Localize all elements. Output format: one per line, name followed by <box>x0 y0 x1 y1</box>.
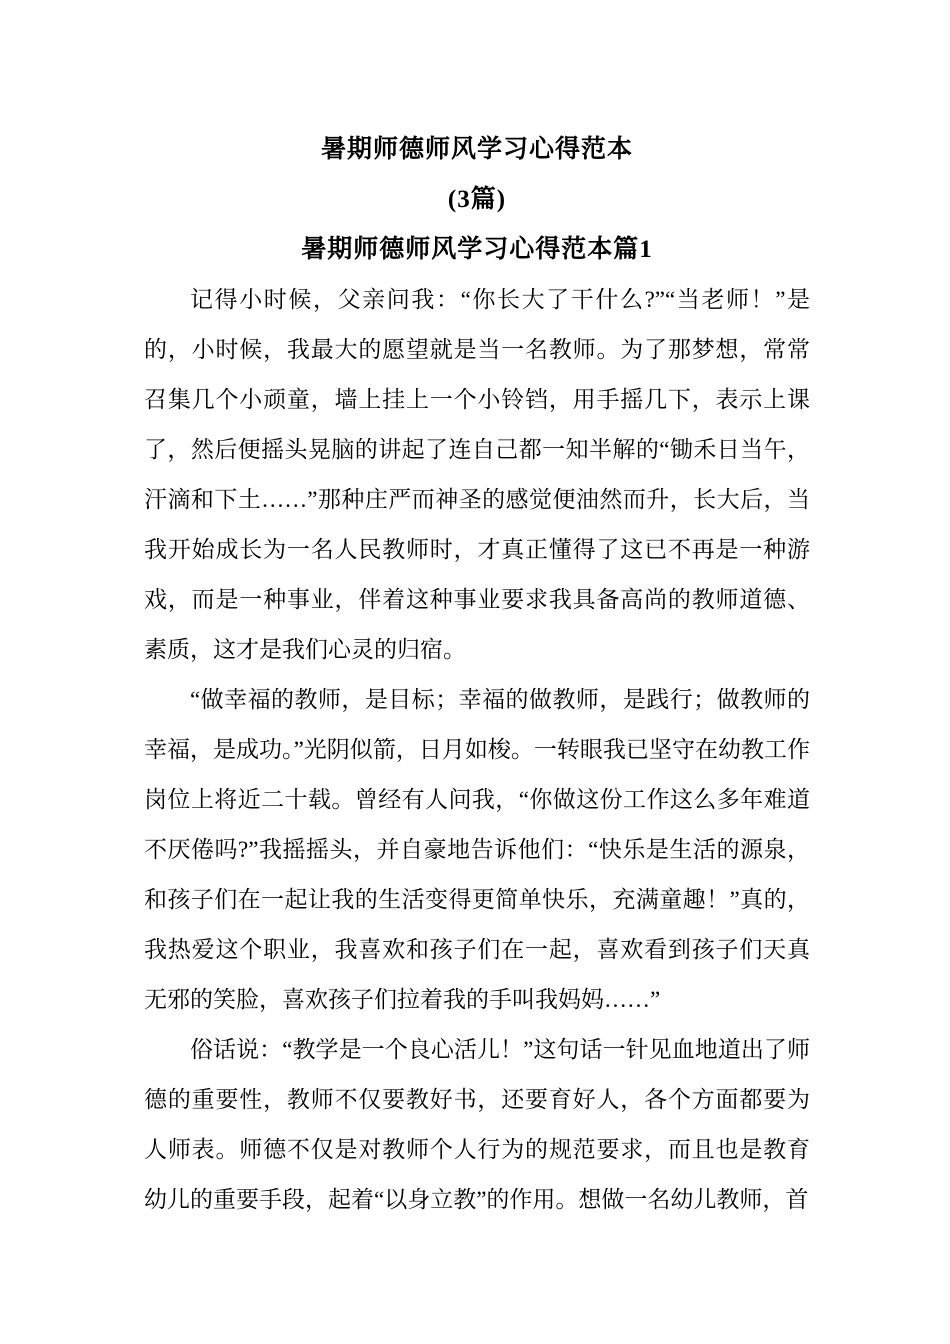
paragraph: 记得小时候，父亲问我：“你长大了干什么?”“当老师！”是的，小时候，我最大的愿望就是当一名教师。为了那梦想，常常召集几个小顽童，墙上挂上一个小铃铛，用手摇几下，表示上课了，然后便摇头晃脑的讲起了连自己都一知半解的“锄禾日当午，汗滴和下土……”那种庄严而神圣的感觉便油然而升，长大后，当我开始成长为一名人民教师时，才真正懂得了这已不再是一种游戏，而是一种事业，伴着这种事业要求我具备高尚的教师道德、素质，这才是我们心灵的归宿。 <box>144 287 810 662</box>
document-subtitle: (3篇) <box>447 186 507 213</box>
paragraph: “做幸福的教师，是目标；幸福的做教师，是践行；做教师的幸福，是成功。”光阴似箭，日月如梭。一转眼我已坚守在幼教工作岗位上将近二十载。曾经有人问我，“你做这份工作这么多年难道不厌倦吗?”我摇摇头，并自豪地告诉他们：“快乐是生活的源泉，和孩子们在一起让我的生活变得更简单快乐，充满童趣！”真的，我热爱这个职业，我喜欢和孩子们在一起，喜欢看到孩子们天真无邪的笑脸，喜欢孩子们拉着我的手叫我妈妈……” <box>144 687 810 1012</box>
section-heading: 暑期师德师风学习心得范本篇1 <box>301 236 653 263</box>
document-title: 暑期师德师风学习心得范本 <box>320 136 633 163</box>
document-body <box>144 275 810 1225</box>
paragraph: 俗话说：“教学是一个良心活儿！”这句话一针见血地道出了师德的重要性，教师不仅要教好书，还要育好人，各个方面都要为人师表。师德不仅是对教师个人行为的规范要求，而且也是教育幼儿的重要手段，起着“以身立教”的作用。想做一名幼儿教师，首 <box>144 1037 810 1212</box>
document-page <box>144 125 810 1225</box>
